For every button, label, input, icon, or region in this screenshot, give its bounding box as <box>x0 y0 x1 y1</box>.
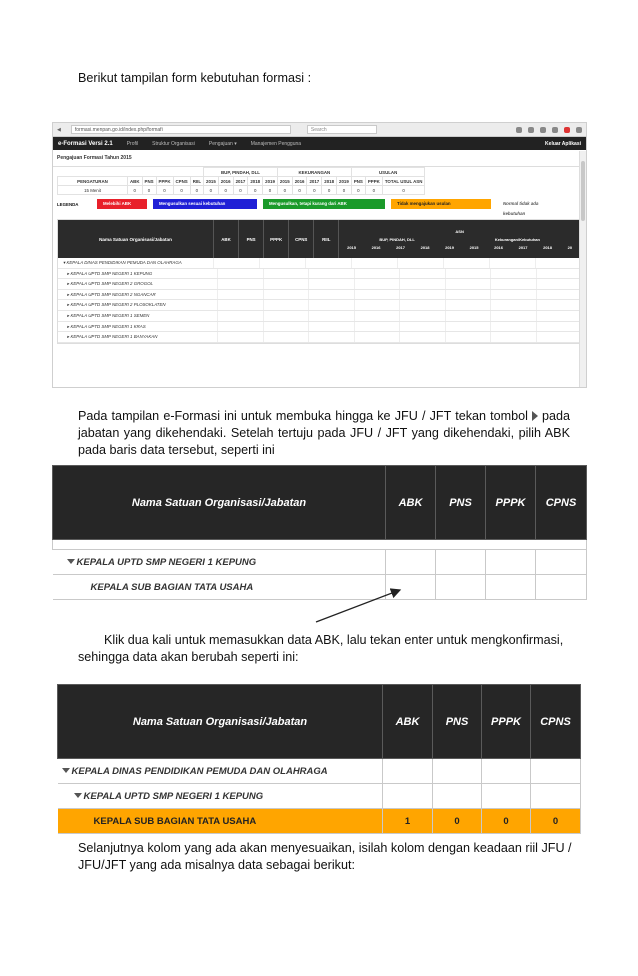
abk-cell[interactable]: 1 <box>383 809 433 834</box>
jabatan-table-after <box>57 684 581 834</box>
col-2015b: 2015 <box>277 177 292 186</box>
back-icon[interactable]: ◀ <box>57 126 61 133</box>
collapse-caret-icon[interactable] <box>62 768 70 773</box>
intro-text: Berikut tampilan form kebutuhan formasi : <box>78 71 312 85</box>
col-2016: 2016 <box>218 177 233 186</box>
cpns-cell[interactable] <box>536 575 587 600</box>
instruction-text-1 <box>78 408 570 459</box>
row-label: KEPALA UPTD SMP NEGERI 2 PLOSOKLATEN <box>70 302 166 308</box>
value-cell: 0 <box>233 186 248 195</box>
col-2015: 2015 <box>204 177 219 186</box>
row-label: KEPALA UPTD SMP NEGERI 1 KEPUNG <box>70 270 153 276</box>
value-cell: 0 <box>190 186 203 195</box>
row-label: KEPALA DINAS PENDIDIKAN PEMUDA DAN OLAHRAGA <box>71 765 328 777</box>
pppk-cell[interactable]: 0 <box>482 809 531 834</box>
table-row[interactable] <box>53 575 587 600</box>
nav-pengajuan[interactable]: Pengajuan ▾ <box>208 140 237 147</box>
settings-cell[interactable] <box>58 186 128 195</box>
app-title: e-Formasi Versi 2.1 <box>58 140 113 147</box>
bookmark-icon[interactable] <box>528 127 534 133</box>
header-abk: ABK <box>386 466 436 540</box>
menu-icon[interactable] <box>576 127 582 133</box>
col-pppk: PPPK <box>156 177 173 186</box>
legend-sesuai: Mengusulkan sesuai kebutuhan <box>153 199 257 209</box>
table-row[interactable]: ▸ KEPALA UPTD SMP NEGERI 1 KEPUNG <box>58 269 581 280</box>
col-riil: RIIL <box>190 177 203 186</box>
inner-header-abk: ABK <box>214 220 239 258</box>
inner-year: 2016 <box>371 244 381 250</box>
value-cell: 0 <box>204 186 219 195</box>
col-total-usul: TOTAL USUL ASN <box>382 177 425 186</box>
value-cell: 0 <box>365 186 382 195</box>
inner-header-riil: RIIL <box>314 220 339 258</box>
inner-header-pns: PNS <box>239 220 264 258</box>
inner-year: 2015 <box>469 244 479 250</box>
header-nama-jabatan: Nama Satuan Organisasi/Jabatan <box>53 466 386 540</box>
table-row[interactable]: ▸ KEPALA UPTD SMP NEGERI 2 NGANCAR <box>58 290 581 301</box>
pns-cell[interactable] <box>436 550 486 575</box>
table-header-row <box>53 466 587 540</box>
inner-year: 2017 <box>518 244 528 250</box>
legend-kurang: Mengusulkan, tetapi kurang dari ABK <box>263 199 385 209</box>
row-label: KEPALA SUB BAGIAN TATA USAHA <box>93 815 257 827</box>
inner-year: 2018 <box>420 244 430 250</box>
header-nama-jabatan: Nama Satuan Organisasi/Jabatan <box>58 685 383 759</box>
pppk-cell[interactable] <box>486 550 536 575</box>
table-row[interactable]: ▸ KEPALA UPTD SMP NEGERI 2 PLOSOKLATEN <box>58 300 581 311</box>
cpns-cell[interactable] <box>536 550 587 575</box>
header-abk: ABK <box>383 685 433 759</box>
interval-input[interactable]: 15 <box>84 187 89 193</box>
value-cell: 0 <box>337 186 352 195</box>
value-cell: 0 <box>128 186 143 195</box>
home-icon[interactable] <box>552 127 558 133</box>
col-cpns: CPNS <box>173 177 190 186</box>
header-cpns: CPNS <box>536 466 587 540</box>
inner-header-name: Nama Satuan Organisasi/Jabatan <box>58 220 213 258</box>
col-pns: PNS <box>142 177 156 186</box>
row-label: KEPALA UPTD SMP NEGERI 2 NGANCAR <box>70 291 156 297</box>
download-icon[interactable] <box>540 127 546 133</box>
value-cell: 0 <box>156 186 173 195</box>
abk-cell[interactable] <box>386 575 436 600</box>
table-row[interactable]: ▸ KEPALA UPTD SMP NEGERI 1 BANYAKAN <box>58 332 581 343</box>
instruction-text-1a: Pada tampilan e-Formasi ini untuk membuka hingga ke JFU / JFT tekan tombol <box>78 409 528 423</box>
cpns-cell[interactable]: 0 <box>531 809 581 834</box>
inner-table <box>57 219 582 344</box>
inner-header-asn: ASN <box>455 228 464 234</box>
inner-header-pppk: PPPK <box>264 220 289 258</box>
browser-toolbar-icons <box>516 127 582 133</box>
instruction-text-2: Klik dua kali untuk memasukkan data ABK, lalu tekan enter untuk mengkonfirmasi, sehingga data akan berubah seperti ini: <box>78 633 564 664</box>
collapse-caret-icon[interactable] <box>74 793 82 798</box>
header-pns: PNS <box>436 466 486 540</box>
row-label: KEPALA UPTD SMP NEGERI 1 BANYAKAN <box>70 334 158 340</box>
inner-year: 2019 <box>445 244 455 250</box>
row-label: KEPALA UPTD SMP NEGERI 2 GROGOL <box>70 281 153 287</box>
group-header-kekurangan: KEKURANGAN <box>277 168 351 177</box>
row-label: KEPALA UPTD SMP NEGERI 1 KEPUNG <box>76 556 257 568</box>
header-pppk: PPPK <box>482 685 531 759</box>
header-pns: PNS <box>433 685 482 759</box>
value-cell: 0 <box>292 186 307 195</box>
inner-year: 20 <box>567 244 573 250</box>
group-header-bup: BUP, PINDAH, DLL <box>204 168 278 177</box>
col-usul-pppk: PPPK <box>365 177 382 186</box>
table-row[interactable]: ▸ KEPALA UPTD SMP NEGERI 1 KRAS <box>58 322 581 333</box>
row-label: KEPALA UPTD SMP NEGERI 1 KRAS <box>70 323 146 329</box>
summary-header-row <box>58 177 425 186</box>
eformasi-screenshot <box>52 122 587 388</box>
app-navbar <box>53 137 586 150</box>
inner-year: 2015 <box>347 244 357 250</box>
table-row[interactable] <box>58 784 581 809</box>
col-pengaturan: PENGATURAN <box>58 177 128 186</box>
logout-link[interactable]: Keluar Aplikasi <box>545 140 581 147</box>
table-row-highlighted[interactable] <box>58 809 581 834</box>
value-cell: 0 <box>173 186 190 195</box>
value-cell: 0 <box>218 186 233 195</box>
scrollbar[interactable] <box>579 151 586 387</box>
col-2018: 2018 <box>248 177 263 186</box>
col-2017: 2017 <box>233 177 248 186</box>
nav-profil[interactable]: Profil <box>126 140 139 147</box>
col-abk: ABK <box>128 177 143 186</box>
col-2018b: 2018 <box>322 177 337 186</box>
header-cpns: CPNS <box>531 685 581 759</box>
legend-label: LEGENDA <box>57 201 79 207</box>
table-row[interactable]: ▾ KEPALA DINAS PENDIDIKAN PEMUDA DAN OLAHRAGA <box>58 258 581 269</box>
browser-search-input[interactable]: Search <box>307 125 377 134</box>
row-label: KEPALA DINAS PENDIDIKAN PEMUDA DAN OLAHRAGA <box>66 260 182 265</box>
col-2017b: 2017 <box>307 177 322 186</box>
inner-table-header <box>58 220 581 258</box>
pns-cell[interactable] <box>436 575 486 600</box>
col-usul-pns: PNS <box>351 177 365 186</box>
value-cell: 0 <box>322 186 337 195</box>
group-header-usulan: USULAN <box>351 168 425 177</box>
abk-cell[interactable] <box>386 550 436 575</box>
col-2019: 2019 <box>263 177 278 186</box>
value-cell: 0 <box>277 186 292 195</box>
value-cell: 0 <box>142 186 156 195</box>
legend <box>53 195 586 216</box>
nav-manajemen[interactable]: Manajemen Pengguna <box>250 140 302 147</box>
expand-triangle-icon <box>532 411 538 421</box>
legend-tidak-mengajukan: Tidak mengajukan usulan <box>391 199 491 209</box>
jabatan-table-before <box>52 465 587 600</box>
inner-header-cpns: CPNS <box>289 220 314 258</box>
row-label: KEPALA UPTD SMP NEGERI 1 SEMEN <box>70 312 150 318</box>
table-row[interactable]: ▸ KEPALA UPTD SMP NEGERI 1 SEMEN <box>58 311 581 322</box>
addon-icon[interactable] <box>564 127 570 133</box>
row-label: KEPALA UPTD SMP NEGERI 1 KEPUNG <box>83 790 264 802</box>
value-cell: 0 <box>263 186 278 195</box>
col-2019b: 2019 <box>337 177 352 186</box>
col-2016b: 2016 <box>292 177 307 186</box>
collapse-caret-icon[interactable] <box>67 559 75 564</box>
table-row[interactable] <box>53 550 587 575</box>
value-cell: 0 <box>351 186 365 195</box>
nav-struktur[interactable]: Struktur Organisasi <box>152 140 195 147</box>
pppk-cell[interactable] <box>486 575 536 600</box>
summary-grid <box>57 167 425 195</box>
summary-value-row <box>58 186 425 195</box>
legend-melebihi: Melebihi ABK <box>97 199 147 209</box>
browser-toolbar <box>53 123 586 137</box>
instruction-text-3: Selanjutnya kolom yang ada akan menyesuaikan, isilah kolom dengan keadaan riil JFU / JFU/JFT yang ada misalnya data sebagai berikut: <box>78 841 572 872</box>
inner-header-group-bup: BUP, PINDAH, DLL <box>379 236 415 242</box>
table-row[interactable] <box>58 759 581 784</box>
page-title: Pengajuan Formasi Tahun 2015 <box>53 150 586 167</box>
interval-unit[interactable]: Menit <box>90 187 101 193</box>
value-cell: 0 <box>382 186 425 195</box>
instruction-text-1b: pada jabatan yang dikehendaki. Setelah tertuju pada JFU / JFT yang dikehendaki, pilih ABK pada baris data tersebut, seperti ini <box>78 409 570 457</box>
inner-header-group-kekurangan: Kekurangan/Kebutuhan <box>494 236 540 242</box>
inner-year: 2016 <box>494 244 504 250</box>
url-bar[interactable]: formasi.menpan.go.id/index.php/formafi <box>71 125 291 134</box>
header-pppk: PPPK <box>486 466 536 540</box>
table-row[interactable]: ▸ KEPALA UPTD SMP NEGERI 2 GROGOL <box>58 279 581 290</box>
value-cell: 0 <box>307 186 322 195</box>
row-label: KEPALA SUB BAGIAN TATA USAHA <box>90 581 254 593</box>
inner-year: 2018 <box>543 244 553 250</box>
inner-year: 2017 <box>396 244 406 250</box>
star-icon[interactable] <box>516 127 522 133</box>
pns-cell[interactable]: 0 <box>433 809 482 834</box>
legend-normal: Normal tidak ada kebutuhan <box>497 199 567 209</box>
value-cell: 0 <box>248 186 263 195</box>
table-header-row <box>58 685 581 759</box>
